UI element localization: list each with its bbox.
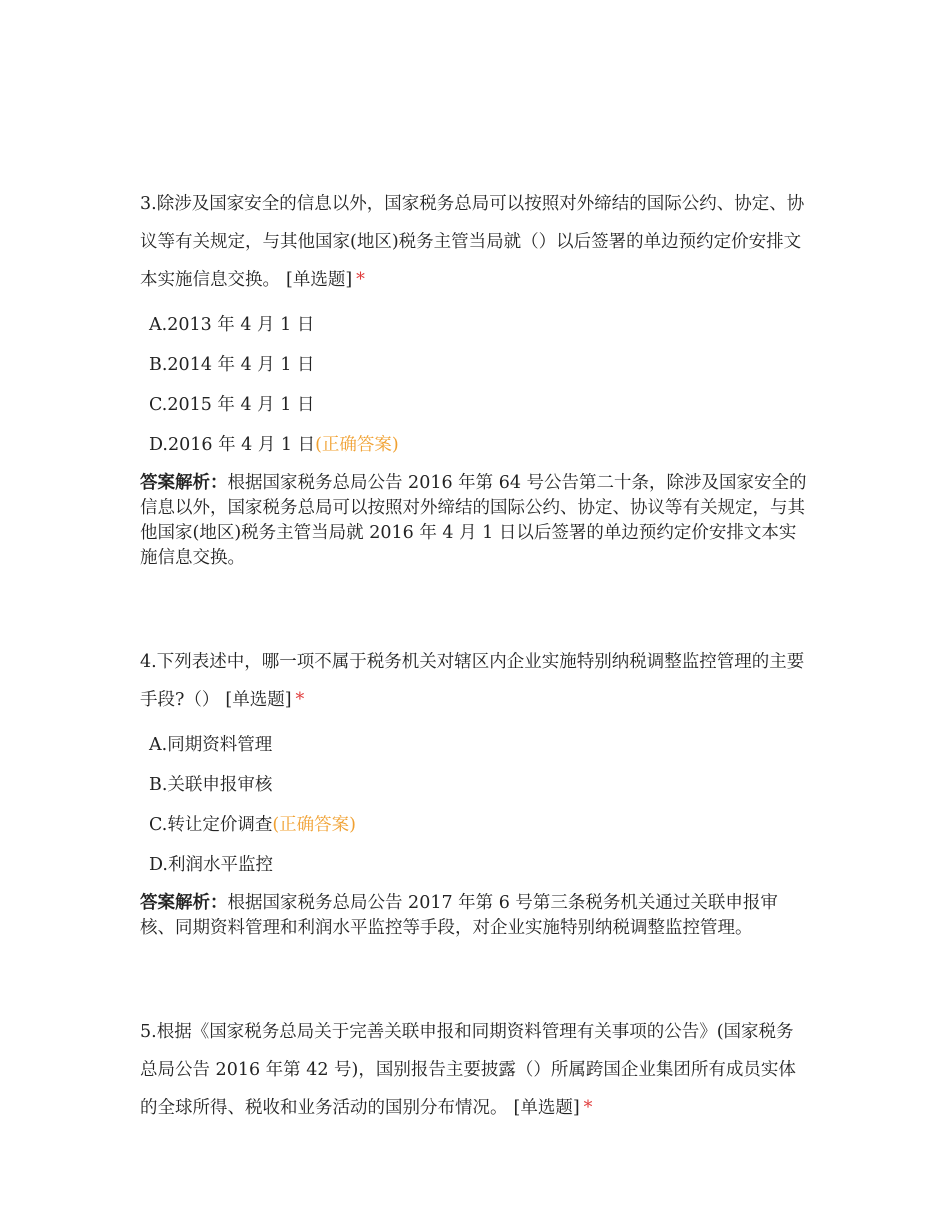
option-d[interactable]: D.2016 年 4 月 1 日(正确答案)	[149, 435, 399, 455]
question-4	[140, 643, 810, 941]
question-title: 3.除涉及国家安全的信息以外，国家税务总局可以按照对外缔结的国际公约、协定、协议等有关规定，与其他国家(地区)税务主管当局就（）以后签署的单边预约定价安排文本实施信息交换。 [单选题] *	[140, 194, 805, 290]
option-d[interactable]: D.利润水平监控	[149, 855, 273, 875]
option-b[interactable]: B.2014 年 4 月 1 日	[149, 355, 315, 375]
correct-answer-mark: (正确答案)	[272, 815, 356, 835]
option-b[interactable]: B.关联申报审核	[149, 775, 273, 795]
correct-answer-mark: (正确答案)	[315, 435, 399, 455]
analysis-label: 答案解析：	[140, 893, 228, 913]
option-a[interactable]: A.2013 年 4 月 1 日	[149, 315, 315, 335]
option-c[interactable]: C.转让定价调查(正确答案)	[149, 815, 356, 835]
required-star: *	[356, 270, 365, 290]
question-3	[140, 185, 810, 571]
answer-analysis: 答案解析：根据国家税务总局公告 2017 年第 6 号第三条税务机关通过关联申报审核、同期资料管理和利润水平监控等手段，对企业实施特别纳税调整监控管理。	[140, 893, 778, 938]
answer-analysis: 答案解析：根据国家税务总局公告 2016 年第 64 号公告第二十条，除涉及国家安全的信息以外，国家税务总局可以按照对外缔结的国际公约、协定、协议等有关规定，与其他国家(地区)税务主管当局就 2016 年 4 月 1 日以后签署的单边预约定价安排文本实施信息交换。	[140, 473, 807, 568]
required-star: *	[583, 1098, 593, 1118]
option-c[interactable]: C.2015 年 4 月 1 日	[149, 395, 315, 415]
question-title: 4.下列表述中，哪一项不属于税务机关对辖区内企业实施特别纳税调整监控管理的主要手段?（） [单选题] *	[140, 652, 805, 710]
question-type: [单选题]	[286, 270, 353, 290]
required-star: *	[295, 690, 305, 710]
question-type: [单选题]	[513, 1098, 580, 1118]
question-type: [单选题]	[225, 690, 292, 710]
analysis-label: 答案解析：	[140, 473, 228, 493]
question-5	[140, 1013, 810, 1127]
question-list	[140, 185, 810, 1127]
question-title: 5.根据《国家税务总局关于完善关联申报和同期资料管理有关事项的公告》(国家税务总局公告 2016 年第 42 号)，国别报告主要披露（）所属跨国企业集团所有成员实体的全球所得、税收和业务活动的国别分布情况。 [单选题] *	[140, 1022, 796, 1118]
option-a[interactable]: A.同期资料管理	[149, 735, 273, 755]
options-list	[140, 725, 810, 885]
options-list	[140, 305, 810, 465]
